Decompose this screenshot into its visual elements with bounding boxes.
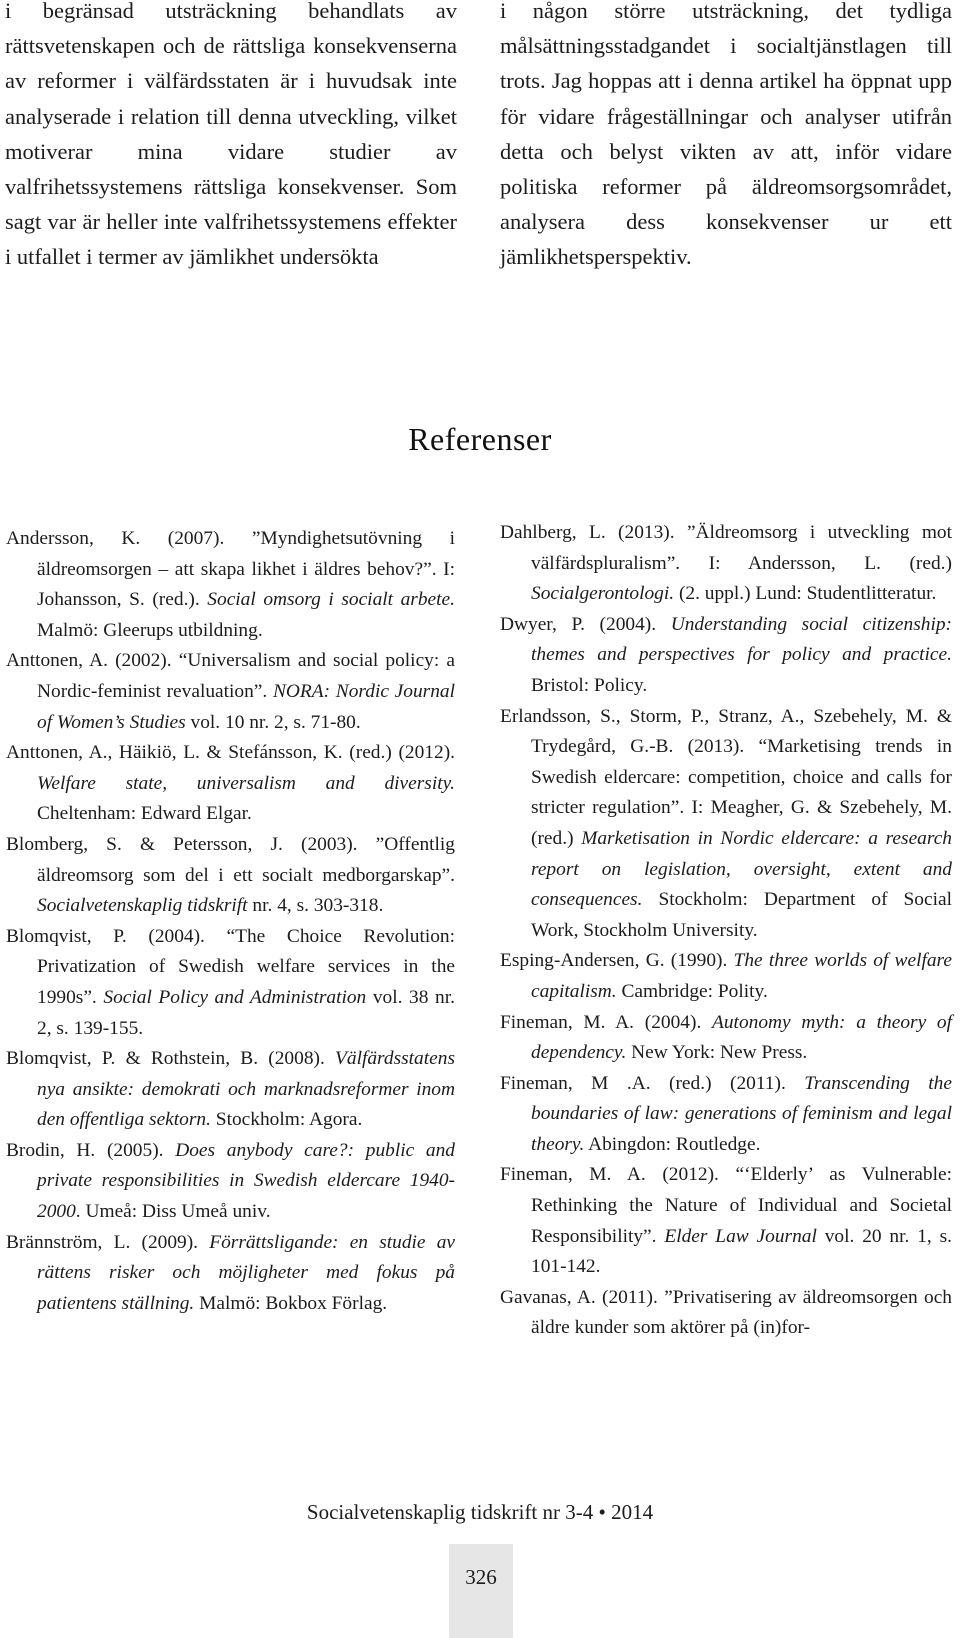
reference-entry: Gavanas, A. (2011). ”Privatisering av äldreomsorgen och äldre kunder som aktörer på (in)for- [500,1286,952,1339]
reference-entry: Fineman, M .A. (red.) (2011). Transcending the boundaries of law: generations of feminism and legal theory. Abingdon: Routledge. [500,1072,952,1155]
body-text-right-column [500,0,952,275]
reference-entry: Andersson, K. (2007). ”Myndighetsutövning i äldreomsorgen – att skapa likhet i äldres behov?”. I: Johansson, S. (red.). Social omsorg i socialt arbete. Malmö: Gleerups utbildning. [6,528,455,641]
reference-entry: Brodin, H. (2005). Does anybody care?: public and private responsibilities in Swedish eldercare 1940-2000. Umeå: Diss Umeå univ. [6,1139,456,1223]
reference-entry: Anttonen, A. (2002). “Universalism and social policy: a Nordic-feminist revaluation”. NORA: Nordic Journal of Women’s Studies vol. 10 nr. 2, s. 71-80. [6,650,455,733]
reference-entry: Brännström, L. (2009). Förrättsligande: en studie av rättens risker och möjligheter med fokus på patientens ställning. Malmö: Bokbox Förlag. [6,1231,456,1314]
reference-entry: Anttonen, A., Häikiö, L. & Stefánsson, K. (red.) (2012). Welfare state, universalism and diversity. Cheltenham: Edward Elgar. [6,742,455,825]
reference-entry: Erlandsson, S., Storm, P., Stranz, A., Szebehely, M. & Trydegård, G.-B. (2013). “Marketising trends in Swedish eldercare: competition, choice and calls for stricter regulation”. I: Meagher, G. & Szebehely, M. (red.) Marketisation in Nordic eldercare: a research report on legislation, oversight, extent and consequences. Stockholm: Department of Social Work, Stockholm University. [500,705,953,941]
reference-entry: Fineman, M. A. (2004). Autonomy myth: a theory of dependency. New York: New Press. [500,1011,952,1064]
references-heading: Referenser [408,421,552,457]
reference-entry: Dwyer, P. (2004). Understanding social citizenship: themes and perspectives for policy and practice. Bristol: Policy. [500,613,952,696]
page-number: 326 [465,1565,497,1589]
reference-entry: Blomqvist, P. & Rothstein, B. (2008). Välfärdsstatens nya ansikte: demokrati och marknadsreformer inom den offentliga sektorn. Stockholm: Agora. [6,1048,455,1131]
body-text-left-column [5,0,457,275]
reference-entry: Dahlberg, L. (2013). ”Äldreomsorg i utveckling mot välfärdspluralism”. I: Andersson, L. (red.) Socialgerontologi. (2. uppl.) Lund: Studentlitteratur. [500,522,952,605]
references-right-column [500,518,952,1344]
body-paragraph: i någon större utsträckning, det tydliga målsättningsstadgandet i socialtjänstlagen till trots. Jag hoppas att i denna artikel ha öppnat upp för vidare frågeställningar och analyser utifrån detta och belyst vikten av att, inför vidare politiska reformer på äldreomsorgsområdet, analysera dess konsekvenser ur ett jämlikhetsperspektiv. [500,0,952,270]
reference-entry: Blomberg, S. & Petersson, J. (2003). ”Offentlig äldreomsorg som del i ett socialt medborgarskap”. Socialvetenskaplig tidskrift nr. 4, s. 303-318. [6,833,455,917]
journal-footer: Socialvetenskaplig tidskrift nr 3-4 • 2014 [306,1500,654,1524]
references-left-column [6,524,455,1319]
reference-entry: Esping-Andersen, G. (1990). The three worlds of welfare capitalism. Cambridge: Polity. [500,950,952,1002]
reference-entry: Fineman, M. A. (2012). “‘Elderly’ as Vulnerable: Rethinking the Nature of Individual and Societal Responsibility”. Elder Law Journal vol. 20 nr. 1, s. 101-142. [500,1164,952,1278]
page-number-box [449,1544,513,1638]
reference-entry: Blomqvist, P. (2004). “The Choice Revolution: Privatization of Swedish welfare services in the 1990s”. Social Policy and Administration vol. 38 nr. 2, s. 139-155. [6,925,455,1039]
body-paragraph: i begränsad utsträckning behandlats av rättsvetenskapen och de rättsliga konsekvenserna av reformer i välfärdsstaten är i huvudsak inte analyserade i relation till denna utveckling, vilket motiverar mina vidare studier av valfrihetssystemens rättsliga konsekvenser. Som sagt var är heller inte valfrihetssystemens effekter i utfallet i termer av jämlikhet undersökta [5,0,457,270]
